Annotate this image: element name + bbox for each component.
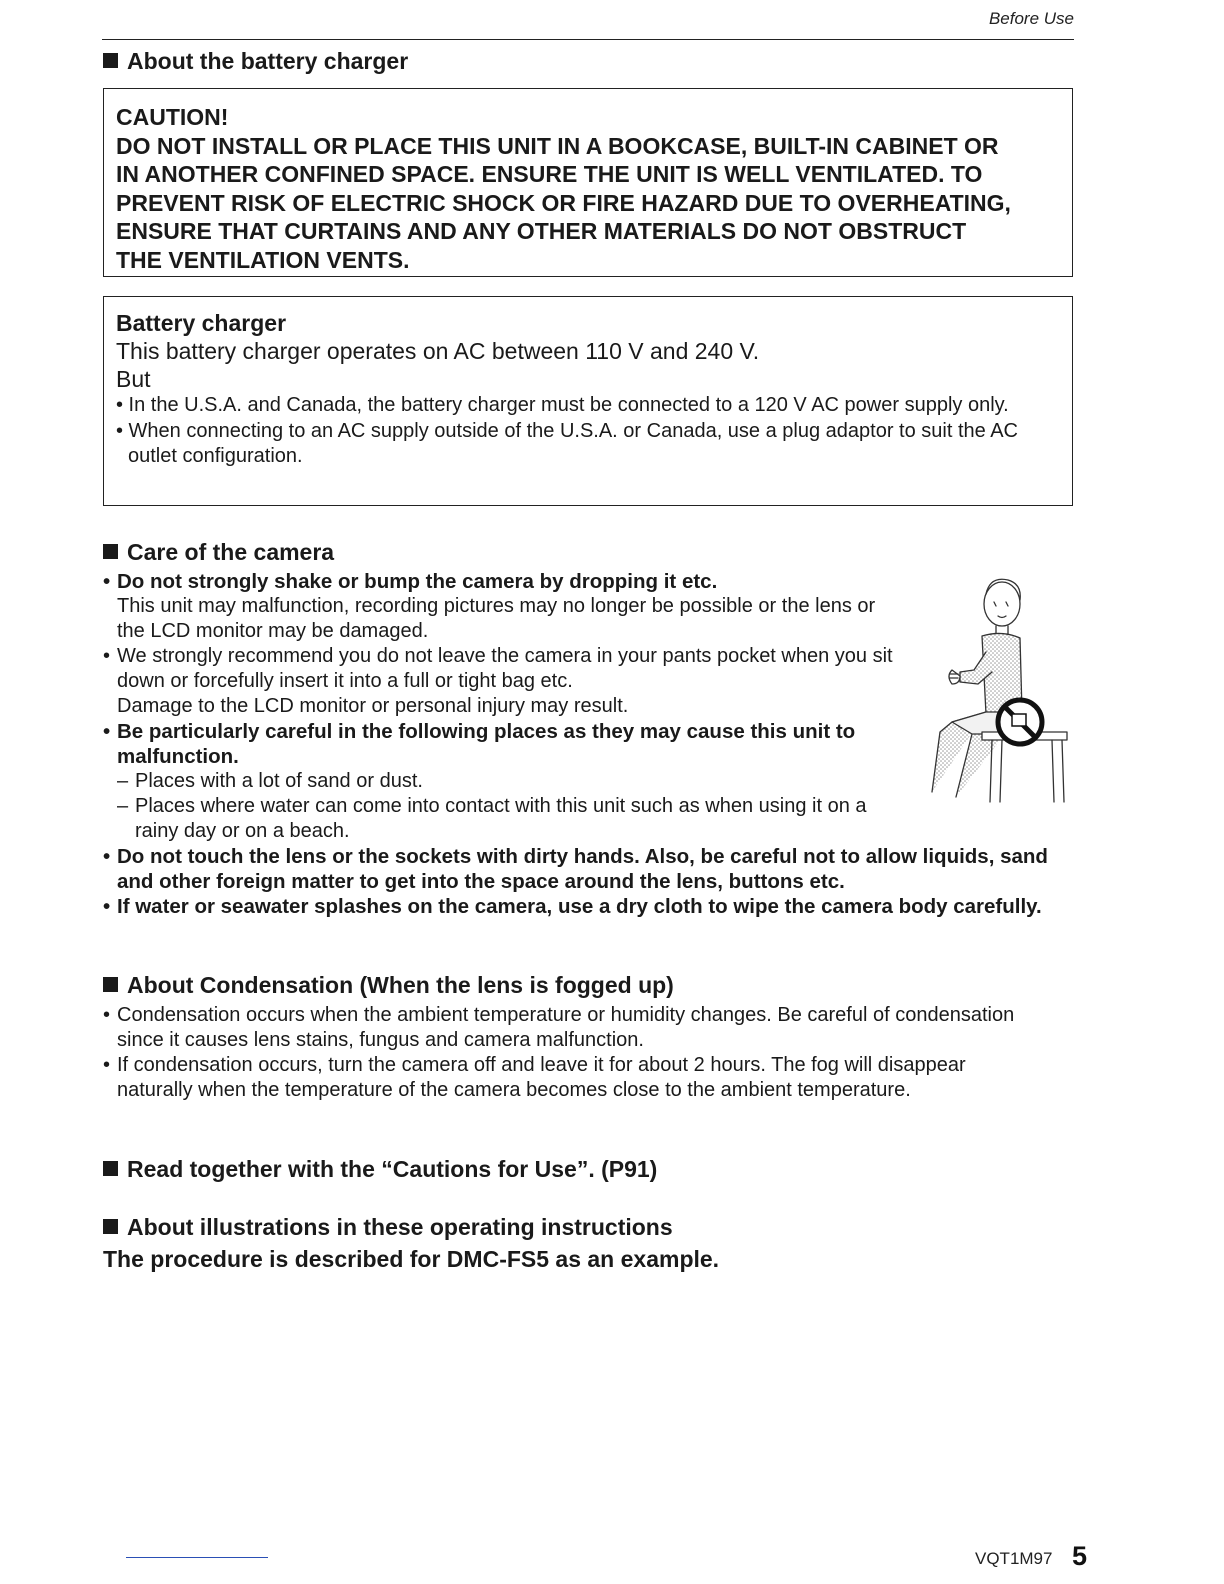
square-bullet-icon	[103, 1161, 118, 1176]
care-list-top	[103, 569, 903, 844]
charger-bullet-usa: • In the U.S.A. and Canada, the battery charger must be connected to a 120 V AC power supply only.	[116, 394, 1009, 416]
care-item-detail: This unit may malfunction, recording pictures may no longer be possible or the lens or the LCD monitor may be damaged.	[117, 595, 876, 642]
charger-voltage-text: This battery charger operates on AC between 110 V and 240 V.	[116, 338, 760, 364]
caution-text	[116, 103, 1062, 274]
illustrations-heading: About illustrations in these operating instructions	[103, 1213, 673, 1241]
condensation-list	[103, 1003, 1023, 1103]
caution-box	[103, 88, 1073, 277]
care-heading: Care of the camera	[103, 538, 334, 566]
sitting-person-illustration	[912, 572, 1077, 807]
square-bullet-icon	[103, 977, 118, 992]
condensation-item: • Condensation occurs when the ambient temperature or humidity changes. Be careful of condensation since it causes lens stains, fungus and camera malfunction.	[103, 1004, 1015, 1051]
cautions-ref-heading: Read together with the “Cautions for Use”. (P91)	[103, 1155, 657, 1183]
care-item-detail: Damage to the LCD monitor or personal injury may result.	[117, 695, 629, 717]
caution-line: CAUTION!	[116, 104, 229, 130]
square-bullet-icon	[103, 1219, 118, 1234]
care-item: • Do not strongly shake or bump the camera by dropping it etc.	[103, 570, 718, 593]
square-bullet-icon	[103, 544, 118, 559]
caution-line: PREVENT RISK OF ELECTRIC SHOCK OR FIRE HAZARD DUE TO OVERHEATING,	[116, 189, 1011, 216]
footer-document-code: VQT1M97	[975, 1549, 1053, 1568]
illustrations-note: The procedure is described for DMC-FS5 as an example.	[103, 1246, 720, 1272]
charger-title: Battery charger	[116, 310, 287, 336]
square-bullet-icon	[103, 53, 118, 68]
care-item: • If water or seawater splashes on the camera, use a dry cloth to wipe the camera body carefully.	[103, 895, 1042, 918]
care-list-bottom	[103, 844, 1078, 919]
caution-line: IN ANOTHER CONFINED SPACE. ENSURE THE UNIT IS WELL VENTILATED. TO	[116, 161, 983, 187]
caution-line: ENSURE THAT CURTAINS AND ANY OTHER MATERIALS DO NOT OBSTRUCT	[116, 218, 967, 244]
care-sub-item: – Places with a lot of sand or dust.	[117, 770, 423, 792]
condensation-heading: About Condensation (When the lens is fogged up)	[103, 971, 674, 999]
battery-charger-heading: About the battery charger	[103, 47, 408, 75]
condensation-item: • If condensation occurs, turn the camera off and leave it for about 2 hours. The fog will disappear naturally when the temperature of the camera becomes close to the ambient temperature.	[103, 1054, 966, 1101]
care-item: • We strongly recommend you do not leave the camera in your pants pocket when you sit down or forcefully insert it into a full or tight bag etc.	[103, 645, 893, 692]
care-sub-item: – Places where water can come into contact with this unit such as when using it on a rainy day or on a beach.	[117, 795, 867, 842]
page-section-label: Before Use	[988, 9, 1074, 28]
header-rule	[102, 39, 1074, 40]
caution-line: THE VENTILATION VENTS.	[116, 246, 410, 273]
care-item: • Do not touch the lens or the sockets with dirty hands. Also, be careful not to allow liquids, sand and other foreign matter to get into the space around the lens, buttons etc.	[103, 845, 1048, 893]
caution-line: DO NOT INSTALL OR PLACE THIS UNIT IN A BOOKCASE, BUILT-IN CABINET OR	[116, 132, 999, 159]
charger-bullet-outside: • When connecting to an AC supply outside of the U.S.A. or Canada, use a plug adaptor to suit the AC outlet configuration.	[116, 419, 1019, 467]
footer-link-line	[126, 1557, 268, 1558]
battery-charger-box	[103, 296, 1073, 506]
care-item: • Be particularly careful in the following places as they may cause this unit to malfunction.	[103, 720, 856, 768]
footer-page-number: 5	[1072, 1541, 1088, 1571]
charger-but-text: But	[116, 366, 151, 392]
